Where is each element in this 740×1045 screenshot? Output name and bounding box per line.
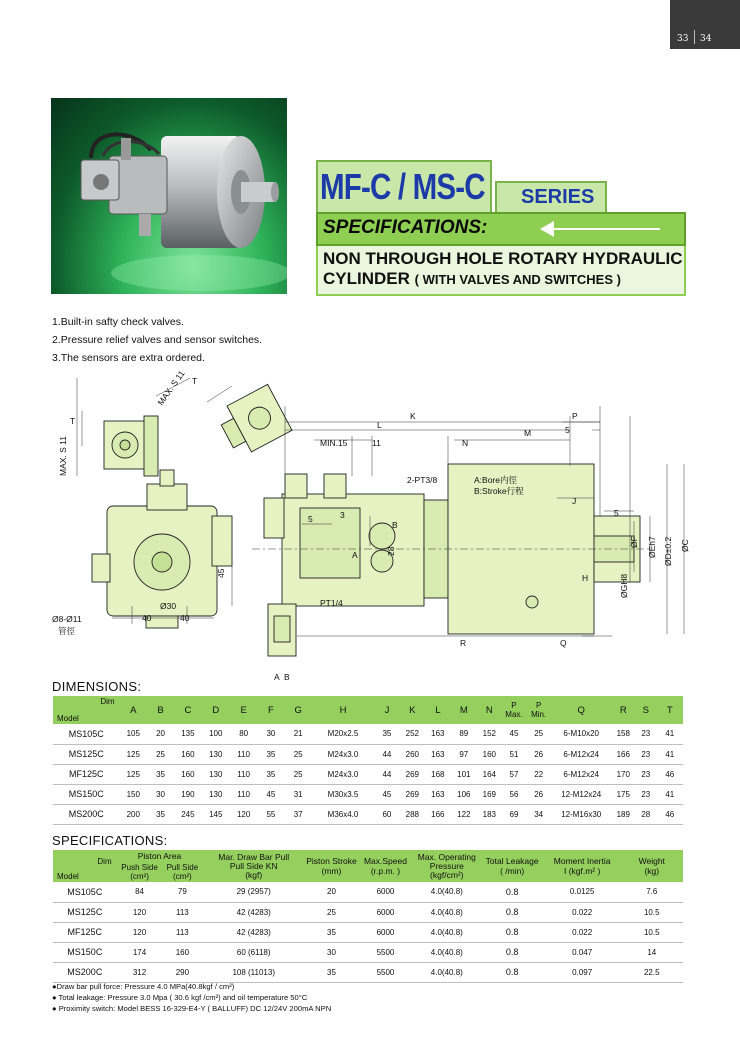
table-cell: 130 xyxy=(202,764,230,784)
table-cell: 37 xyxy=(285,804,312,824)
table-cell: 169 xyxy=(477,784,502,804)
dim-label-phi-g: ØGH8 xyxy=(619,573,629,598)
table-cell: 57 xyxy=(502,764,527,784)
table-cell: 4.0(40.8) xyxy=(413,922,480,942)
table-cell: 122 xyxy=(451,804,477,824)
table-cell: 269 xyxy=(400,764,426,784)
spec-header-draw-bar: Mar. Draw Bar Pull Pull Side KN (kgf) xyxy=(202,850,305,882)
model-cell: MS200C xyxy=(53,962,117,982)
table-cell: 130 xyxy=(202,784,230,804)
table-cell: 183 xyxy=(477,804,502,824)
table-cell: 108 (11013) xyxy=(202,962,305,982)
table-cell: 160 xyxy=(162,942,202,962)
description-line-1: NON THROUGH HOLE ROTARY HYDRAULIC xyxy=(323,249,683,268)
table-cell: 25 xyxy=(305,902,358,922)
table-cell: 26 xyxy=(526,744,551,764)
col-header-p-min: P Min. xyxy=(526,696,551,724)
table-cell: 290 xyxy=(162,962,202,982)
table-cell: 105 xyxy=(120,724,147,744)
table-cell: 23 xyxy=(635,724,656,744)
model-cell: MS150C xyxy=(53,784,120,804)
table-cell: 4.0(40.8) xyxy=(413,882,480,902)
model-cell: MS105C xyxy=(53,724,120,744)
col-header: M xyxy=(451,696,477,724)
table-cell: 6-M10x20 xyxy=(551,724,612,744)
table-cell: 164 xyxy=(477,764,502,784)
table-cell: 6-M12x24 xyxy=(551,744,612,764)
table-cell: 23 xyxy=(635,784,656,804)
dim-label-small-b: B xyxy=(284,672,290,682)
table-cell: 20 xyxy=(147,724,174,744)
table-cell: 60 (6118) xyxy=(202,942,305,962)
table-cell: 0.047 xyxy=(544,942,621,962)
table-cell: 84 xyxy=(117,882,163,902)
table-cell: 312 xyxy=(117,962,163,982)
dim-label-40a: 40 xyxy=(142,613,152,623)
table-cell: 189 xyxy=(611,804,635,824)
table-cell: 51 xyxy=(502,744,527,764)
table-cell: 12-M16x30 xyxy=(551,804,612,824)
col-header-p-max: P Max. xyxy=(502,696,527,724)
table-cell: 6000 xyxy=(358,902,413,922)
table-cell: 30 xyxy=(257,724,284,744)
table-cell: 80 xyxy=(230,724,257,744)
table-row xyxy=(53,942,683,962)
table-cell: 25 xyxy=(147,744,174,764)
product-photo xyxy=(51,98,287,294)
dim-label-b: B xyxy=(392,520,398,530)
col-header: E xyxy=(230,696,257,724)
table-cell: 135 xyxy=(174,724,201,744)
table-cell: 97 xyxy=(451,744,477,764)
table-cell: 163 xyxy=(425,784,451,804)
table-cell: 23 xyxy=(635,764,656,784)
table-cell: 4.0(40.8) xyxy=(413,902,480,922)
table-cell: 145 xyxy=(202,804,230,824)
table-cell: 120 xyxy=(230,804,257,824)
dimensions-header-corner: Dim Model xyxy=(53,696,120,724)
table-cell: 56 xyxy=(502,784,527,804)
table-cell: 163 xyxy=(425,724,451,744)
dim-label-phi-d: ØD±0.2 xyxy=(663,536,673,566)
table-cell: 252 xyxy=(400,724,426,744)
table-cell: 35 xyxy=(305,962,358,982)
table-cell: 110 xyxy=(230,764,257,784)
dim-label-max-s11-top: MAX. S 11 xyxy=(155,368,187,408)
specifications-table-body xyxy=(53,882,683,982)
table-cell: 6-M12x24 xyxy=(551,764,612,784)
dim-label-pt14: PT1/4 xyxy=(320,598,343,608)
table-cell: 30 xyxy=(147,784,174,804)
table-cell: 7.6 xyxy=(621,882,683,902)
table-cell: M24x3.0 xyxy=(312,764,375,784)
table-cell: 10.5 xyxy=(621,922,683,942)
table-row xyxy=(53,744,683,764)
col-header: T xyxy=(657,696,683,724)
model-cell: MS125C xyxy=(53,744,120,764)
table-row xyxy=(53,784,683,804)
footnote-item: ● Total leakage: Pressure 3.0 Mpa ( 30.6 kgf /cm²) and oil temperature 50°C xyxy=(52,993,308,1002)
table-row xyxy=(53,724,683,744)
page-number-left: 33 xyxy=(677,34,689,44)
table-cell: 160 xyxy=(174,764,201,784)
col-header: R xyxy=(611,696,635,724)
spec-header-inertia: Moment Inertia I (kgf.m² ) xyxy=(544,850,621,882)
table-cell: 166 xyxy=(425,804,451,824)
dim-label-28: 28 xyxy=(386,546,396,556)
table-cell: 35 xyxy=(305,922,358,942)
model-cell: MS125C xyxy=(53,902,117,922)
dimensions-title: DIMENSIONS: xyxy=(52,679,142,694)
model-cell: MF125C xyxy=(53,764,120,784)
spec-header-pull: Pull Side (cm²) xyxy=(162,862,202,882)
description-line-2 xyxy=(323,269,621,289)
specifications-table xyxy=(53,850,683,983)
col-header: L xyxy=(425,696,451,724)
table-cell: 0.8 xyxy=(481,922,544,942)
arrow-left-line xyxy=(548,228,660,230)
dim-label-phi30: Ø30 xyxy=(160,601,177,611)
description-main: CYLINDER xyxy=(323,269,410,288)
table-cell: 25 xyxy=(526,724,551,744)
dim-label-5b: 5 xyxy=(614,508,619,518)
spec-header-speed: Max.Speed (r.p.m. ) xyxy=(358,850,413,882)
spec-header-corner: Dim Model xyxy=(53,850,117,882)
table-cell: 21 xyxy=(285,724,312,744)
table-cell: 101 xyxy=(451,764,477,784)
table-cell: 35 xyxy=(257,744,284,764)
page-number-divider xyxy=(694,30,695,44)
dim-label-max-s11-left: MAX. S 11 xyxy=(58,436,68,476)
dim-label-h: H xyxy=(582,573,589,583)
spec-header-weight: Weight (kg) xyxy=(621,850,683,882)
dim-label-n: N xyxy=(462,438,469,448)
table-cell: M36x4.0 xyxy=(312,804,375,824)
table-cell: 6000 xyxy=(358,922,413,942)
col-header: S xyxy=(635,696,656,724)
page-number-tab xyxy=(670,0,740,49)
table-cell: 55 xyxy=(257,804,284,824)
spec-header-stroke: Piston Stroke (mm) xyxy=(305,850,358,882)
table-cell: 100 xyxy=(202,724,230,744)
table-cell: 150 xyxy=(120,784,147,804)
table-cell: 31 xyxy=(285,784,312,804)
table-cell: 45 xyxy=(257,784,284,804)
table-cell: 174 xyxy=(117,942,163,962)
table-cell: 160 xyxy=(174,744,201,764)
table-cell: 45 xyxy=(374,784,399,804)
table-cell: 158 xyxy=(611,724,635,744)
table-cell: 4.0(40.8) xyxy=(413,962,480,982)
table-cell: 69 xyxy=(502,804,527,824)
table-cell: 44 xyxy=(374,764,399,784)
table-cell: 22.5 xyxy=(621,962,683,982)
table-cell: 125 xyxy=(120,744,147,764)
note-item: 3.The sensors are extra ordered. xyxy=(52,352,205,364)
table-cell: 120 xyxy=(117,902,163,922)
dim-label-5a: 5 xyxy=(565,425,570,435)
table-row xyxy=(53,764,683,784)
col-header: Q xyxy=(551,696,612,724)
dim-label-t-left: T xyxy=(70,416,76,426)
dim-label-11: 11 xyxy=(372,438,381,448)
dim-label-m: M xyxy=(524,428,532,438)
table-cell: 200 xyxy=(120,804,147,824)
note-item: 1.Built-in safty check valves. xyxy=(52,316,184,328)
table-cell: 29 (2957) xyxy=(202,882,305,902)
dim-label-stroke: B:Stroke行程 xyxy=(474,486,524,496)
table-row xyxy=(53,804,683,824)
table-cell: 79 xyxy=(162,882,202,902)
table-cell: 41 xyxy=(657,744,683,764)
spec-header-piston-area: Piston Area xyxy=(117,850,203,862)
table-cell: 0.022 xyxy=(544,922,621,942)
table-cell: 113 xyxy=(162,922,202,942)
footnote-item: ● Proximity switch: Model BESS 16-329-E4-Y ( BALLUFF) DC 12/24V 200mA NPN xyxy=(52,1004,332,1013)
table-cell: 152 xyxy=(477,724,502,744)
dim-label-pipe: Ø8-Ø11 xyxy=(52,614,82,624)
table-cell: 166 xyxy=(611,744,635,764)
table-cell: M20x2.5 xyxy=(312,724,375,744)
dim-label-q: Q xyxy=(560,638,567,648)
table-cell: 0.097 xyxy=(544,962,621,982)
dim-label-40b: 40 xyxy=(180,613,190,623)
table-row xyxy=(53,922,683,942)
table-row xyxy=(53,882,683,902)
col-header: H xyxy=(312,696,375,724)
model-cell: MS150C xyxy=(53,942,117,962)
table-cell: 10.5 xyxy=(621,902,683,922)
page-number-right: 34 xyxy=(700,34,712,44)
table-cell: 106 xyxy=(451,784,477,804)
table-cell: 35 xyxy=(147,764,174,784)
table-cell: 46 xyxy=(657,764,683,784)
series-name: MF-C / MS-C xyxy=(320,166,485,207)
table-cell: 120 xyxy=(117,922,163,942)
technical-drawing xyxy=(52,366,702,682)
footnote-item: ●Draw bar pull force: Pressure 4.0 MPa(40.8kgf / cm²) xyxy=(52,982,235,991)
table-cell: 0.8 xyxy=(481,942,544,962)
table-cell: 20 xyxy=(305,882,358,902)
table-cell: 245 xyxy=(174,804,201,824)
footnotes xyxy=(52,981,331,1014)
table-cell: 35 xyxy=(257,764,284,784)
table-cell: 42 (4283) xyxy=(202,922,305,942)
table-cell: 60 xyxy=(374,804,399,824)
table-cell: 175 xyxy=(611,784,635,804)
table-cell: 0.022 xyxy=(544,902,621,922)
table-cell: 113 xyxy=(162,902,202,922)
table-cell: 6000 xyxy=(358,882,413,902)
table-cell: 288 xyxy=(400,804,426,824)
table-cell: 22 xyxy=(526,764,551,784)
dim-label-pipe-cn: 管徑 xyxy=(58,626,76,636)
table-cell: 5500 xyxy=(358,962,413,982)
dim-label-bore: A:Bore内徑 xyxy=(474,475,517,485)
table-cell: 35 xyxy=(374,724,399,744)
table-cell: 23 xyxy=(635,744,656,764)
dim-label-a: A xyxy=(352,550,358,560)
dim-label-p: P xyxy=(572,411,578,421)
table-cell: 46 xyxy=(657,804,683,824)
table-cell: 41 xyxy=(657,724,683,744)
table-cell: 44 xyxy=(374,744,399,764)
table-cell: 0.8 xyxy=(481,962,544,982)
table-cell: 25 xyxy=(285,764,312,784)
table-row xyxy=(53,902,683,922)
table-cell: 14 xyxy=(621,942,683,962)
table-cell: 163 xyxy=(425,744,451,764)
table-cell: 0.0125 xyxy=(544,882,621,902)
dim-label-phi-e: ØEh7 xyxy=(647,536,657,558)
table-cell: 168 xyxy=(425,764,451,784)
dim-label-phi-c: ØC xyxy=(680,539,690,552)
dim-label-l: L xyxy=(377,420,382,430)
table-cell: 34 xyxy=(526,804,551,824)
table-cell: 41 xyxy=(657,784,683,804)
feature-notes xyxy=(52,313,262,367)
dim-label-45: 45 xyxy=(216,568,226,578)
table-cell: 160 xyxy=(477,744,502,764)
col-header: B xyxy=(147,696,174,724)
dim-label-phi-f: ØF xyxy=(629,536,639,548)
table-cell: 42 (4283) xyxy=(202,902,305,922)
table-cell: 45 xyxy=(502,724,527,744)
table-cell: 170 xyxy=(611,764,635,784)
col-header: A xyxy=(120,696,147,724)
dim-label-j: J xyxy=(572,496,577,506)
table-cell: 130 xyxy=(202,744,230,764)
spec-header-pressure: Max. Operating Pressure (kgf/cm²) xyxy=(413,850,480,882)
dim-label-r: R xyxy=(460,638,467,648)
table-cell: 110 xyxy=(230,784,257,804)
table-cell: 110 xyxy=(230,744,257,764)
dim-label-t-top: T xyxy=(192,376,198,386)
dim-label-5c: 5 xyxy=(308,514,313,524)
table-cell: M30x3.5 xyxy=(312,784,375,804)
col-header: C xyxy=(174,696,201,724)
col-header: D xyxy=(202,696,230,724)
table-cell: 89 xyxy=(451,724,477,744)
table-cell: 0.8 xyxy=(481,882,544,902)
col-header: F xyxy=(257,696,284,724)
description-sub: ( WITH VALVES AND SWITCHES ) xyxy=(414,272,621,287)
table-cell: 30 xyxy=(305,942,358,962)
specifications-title: SPECIFICATIONS: xyxy=(52,833,168,848)
table-cell: 26 xyxy=(526,784,551,804)
table-cell: 260 xyxy=(400,744,426,764)
table-cell: 25 xyxy=(285,744,312,764)
table-cell: 35 xyxy=(147,804,174,824)
table-cell: 0.8 xyxy=(481,902,544,922)
specifications-label: SPECIFICATIONS: xyxy=(323,217,488,238)
table-row xyxy=(53,962,683,982)
dimensions-table xyxy=(53,696,683,825)
series-label: SERIES xyxy=(521,186,595,208)
table-cell: 190 xyxy=(174,784,201,804)
table-cell: 28 xyxy=(635,804,656,824)
col-header: G xyxy=(285,696,312,724)
model-cell: MF125C xyxy=(53,922,117,942)
col-header: K xyxy=(400,696,426,724)
dimensions-table-body xyxy=(53,724,683,824)
model-cell: MS200C xyxy=(53,804,120,824)
spec-header-leakage: Total Leakage ( /min) xyxy=(481,850,544,882)
table-cell: M24x3.0 xyxy=(312,744,375,764)
dim-label-k: K xyxy=(410,411,416,421)
dim-label-min15: MIN.15 xyxy=(320,438,348,448)
dim-label-small-a: A xyxy=(274,672,280,682)
table-cell: 269 xyxy=(400,784,426,804)
table-cell: 4.0(40.8) xyxy=(413,942,480,962)
table-cell: 5500 xyxy=(358,942,413,962)
note-item: 2.Pressure relief valves and sensor switches. xyxy=(52,334,263,346)
dim-label-3: 3 xyxy=(340,510,345,520)
table-cell: 12-M12x24 xyxy=(551,784,612,804)
spec-header-push: Push Side (cm²) xyxy=(117,862,163,882)
col-header: J xyxy=(374,696,399,724)
dim-label-pt38: 2-PT3/8 xyxy=(407,475,438,485)
model-cell: MS105C xyxy=(53,882,117,902)
col-header: N xyxy=(477,696,502,724)
table-cell: 125 xyxy=(120,764,147,784)
